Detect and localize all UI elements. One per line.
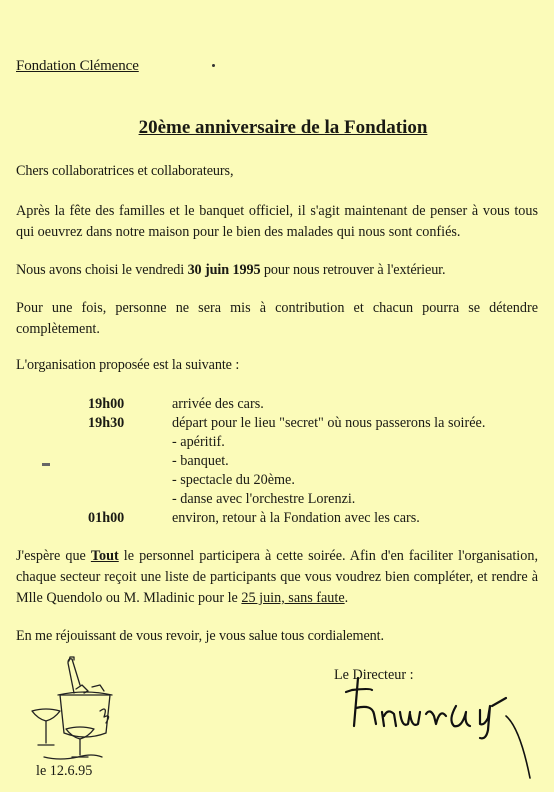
letter-date: le 12.6.95 xyxy=(36,763,93,779)
schedule-time: 01h00 xyxy=(88,510,125,526)
paragraph-intro: Après la fête des familles et le banquet officiel, il s'agit maintenant de penser à vous tous qui oeuvrez dans notre maison pour le bien des malades qui nous sont confiés. xyxy=(16,203,538,240)
schedule-time: 19h30 xyxy=(88,415,125,431)
ink-dot xyxy=(212,64,215,67)
director-signature xyxy=(330,668,540,788)
schedule-row xyxy=(88,395,485,414)
scan-mark xyxy=(42,463,50,466)
schedule-subitem: - spectacle du 20ème. xyxy=(172,472,295,488)
letter-title: 20ème anniversaire de la Fondation xyxy=(138,117,428,138)
schedule-row xyxy=(88,414,485,433)
schedule-subitem: - banquet. xyxy=(172,453,229,469)
date-outro-text: pour nous retrouver à l'extérieur. xyxy=(260,262,446,278)
deadline: 25 juin, sans faute xyxy=(241,590,345,606)
schedule-desc: environ, retour à la Fondation avec les cars. xyxy=(172,510,420,526)
schedule-desc: départ pour le lieu "secret" où nous passerons la soirée. xyxy=(172,415,486,431)
signature-label: Le Directeur : xyxy=(334,667,414,683)
participation-text-3: . xyxy=(344,590,349,606)
emphasis-tout: Tout xyxy=(90,548,119,564)
date-intro-text: Nous avons choisi le vendredi xyxy=(16,262,188,278)
schedule-desc: arrivée des cars. xyxy=(172,396,264,412)
paragraph-date xyxy=(16,261,445,279)
participation-text-1: J'espère que xyxy=(16,548,91,564)
schedule-subitem: - apéritif. xyxy=(172,434,225,450)
schedule-row xyxy=(88,509,485,528)
closing-line: En me réjouissant de vous revoir, je vous salue tous cordialement. xyxy=(16,628,384,644)
participation-text-2: le personnel participera à cette soirée. Afin d'en faciliter l'organisation, chaque secteur reçoit une liste de participants que vous voudrez bien compléter, et rendre à Mlle Quendolo ou M. Mladinic pour le xyxy=(16,548,538,606)
champagne-illustration xyxy=(30,655,120,763)
glass-left xyxy=(32,709,60,721)
schedule-time: 19h00 xyxy=(88,396,125,412)
greeting: Chers collaboratrices et collaborateurs, xyxy=(16,163,234,179)
bow xyxy=(100,709,109,723)
event-date: 30 juin 1995 xyxy=(187,262,261,278)
schedule xyxy=(88,395,485,528)
paragraph-organisation: L'organisation proposée est la suivante : xyxy=(16,357,240,373)
paragraph-relax: Pour une fois, personne ne sera mis à contribution et chacun pourra se détendre complètement. xyxy=(16,300,538,337)
schedule-subitem: - danse avec l'orchestre Lorenzi. xyxy=(172,491,356,507)
organization-name: Fondation Clémence xyxy=(16,58,139,74)
paragraph-participation xyxy=(16,546,538,609)
